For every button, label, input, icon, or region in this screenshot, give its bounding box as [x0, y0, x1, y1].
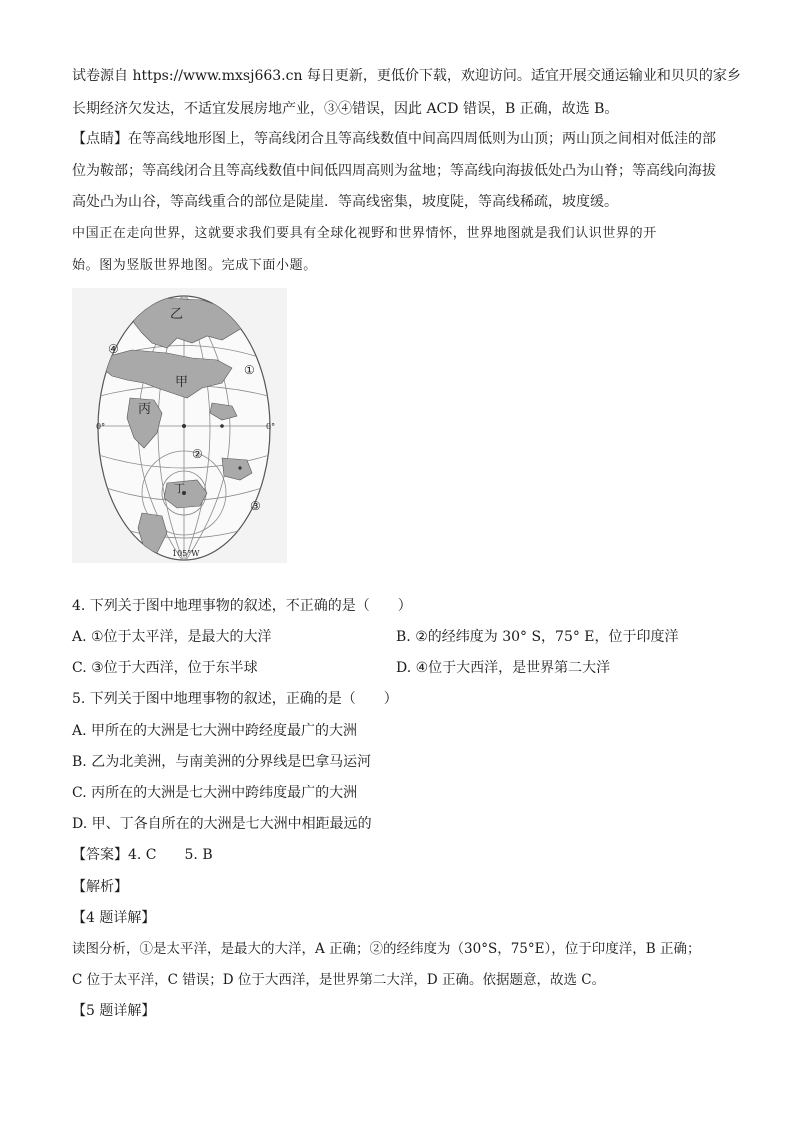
tip-line-3: 高处凸为山谷，等高线重合的部位是陡崖．等高线密集，坡度陡，等高线稀疏，坡度缓。	[72, 194, 618, 210]
label-bing: 丙	[138, 402, 152, 417]
q5-option-b: B. 乙为北美洲，与南美洲的分界线是巴拿马运河	[72, 754, 372, 770]
text-line-1: 试卷源自 https://www.mxsj663.cn 每日更新，更低价下载，欢迎访问。适宜开展交通运输业和贝贝的家乡	[72, 68, 741, 84]
label-zero-left: 0°	[96, 422, 106, 431]
detail-4-heading: 【4 题详解】	[72, 910, 156, 926]
label-yi: 乙	[170, 307, 184, 322]
q4-stem: 4. 下列关于图中地理事物的叙述，不正确的是（ ）	[72, 598, 412, 614]
intro-line-2: 始。图为竖版世界地图。完成下面小题。	[72, 258, 317, 273]
detail-5-heading: 【5 题详解】	[72, 1003, 156, 1019]
label-jia: 甲	[175, 375, 189, 390]
detail-4-line-2: C 位于太平洋，C 错误；D 位于大西洋，是世界第二大洋，D 正确。依据题意，故选 C。	[72, 972, 606, 988]
label-lon: 105°W	[172, 549, 200, 558]
label-ding: 丁	[174, 482, 185, 495]
q4-option-d: D. ④位于大西洋，是世界第二大洋	[396, 660, 611, 676]
tip-line-1: 【点睛】在等高线地形图上，等高线闭合且等高线数值中间高四周低则为山顶；两山顶之间相对低洼的部	[72, 131, 716, 147]
label-circle-1: ①	[244, 363, 255, 377]
label-circle-3: ③	[250, 499, 261, 513]
q5-option-d: D. 甲、丁各自所在的大洲是七大洲中相距最远的	[72, 816, 372, 832]
label-circle-4: ④	[108, 342, 119, 356]
q5-stem: 5. 下列关于图中地理事物的叙述，正确的是（ ）	[72, 691, 398, 707]
q4-option-b: B. ②的经纬度为 30° S，75° E，位于印度洋	[396, 629, 679, 645]
q4-option-a: A. ①位于太平洋，是最大的大洋	[72, 629, 272, 645]
map-svg	[72, 288, 287, 563]
analysis-heading: 【解析】	[72, 879, 128, 895]
intro-line-1: 中国正在走向世界，这就要求我们要具有全球化视野和世界情怀，世界地图就是我们认识世界的开	[72, 226, 657, 241]
label-zero-right: 0°	[266, 422, 276, 431]
q5-option-a: A. 甲所在的大洲是七大洲中跨经度最广的大洲	[72, 723, 358, 739]
label-circle-2: ②	[192, 447, 203, 461]
tip-line-2: 位为鞍部；等高线闭合且等高线数值中间低四周高则为盆地；等高线向海拔低处凸为山脊；等高线向海拔	[72, 163, 716, 179]
text-line-2: 长期经济欠发达，不适宜发展房地产业，③④错误，因此 ACD 错误，B 正确，故选 B。	[72, 101, 619, 117]
detail-4-line-1: 读图分析，①是太平洋，是最大的大洋，A 正确；②的经纬度为（30°S，75°E），位于印度洋，B 正确；	[72, 941, 701, 957]
q4-option-c: C. ③位于大西洋，位于东半球	[72, 660, 258, 676]
answer-line: 【答案】4. C 5. B	[72, 847, 213, 863]
vertical-world-map	[72, 288, 287, 563]
q5-option-c: C. 丙所在的大洲是七大洲中跨纬度最广的大洲	[72, 785, 358, 801]
